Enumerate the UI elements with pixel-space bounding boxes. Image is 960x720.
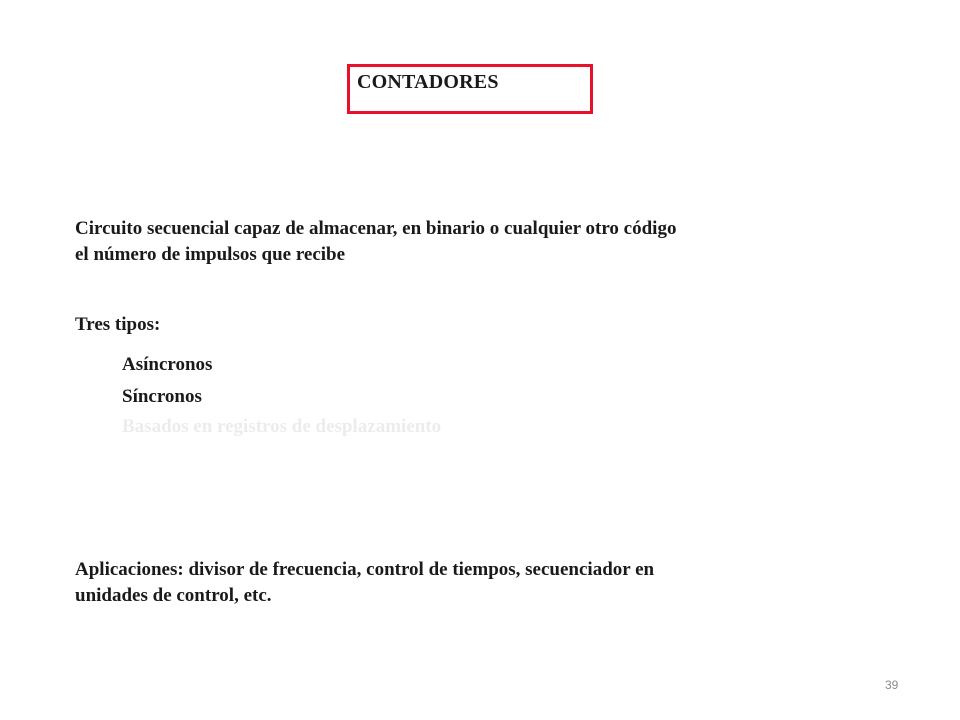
definition-paragraph [75, 216, 676, 268]
page-number: 39 [885, 678, 899, 692]
type-item-registros: Basados en registros de desplazamiento [122, 416, 442, 437]
type-item-asincronos: Asíncronos [122, 354, 213, 375]
definition-line-2: el número de impulsos que recibe [75, 244, 346, 265]
applications-line-2: unidades de control, etc. [75, 585, 272, 606]
applications-paragraph [75, 557, 654, 609]
slide-title: CONTADORES [357, 71, 499, 93]
definition-line-1: Circuito secuencial capaz de almacenar, en binario o cualquier otro código [75, 218, 677, 239]
type-item-sincronos: Síncronos [122, 386, 202, 407]
applications-line-1: Aplicaciones: divisor de frecuencia, control de tiempos, secuenciador en [75, 559, 655, 580]
types-heading: Tres tipos: [75, 314, 161, 335]
